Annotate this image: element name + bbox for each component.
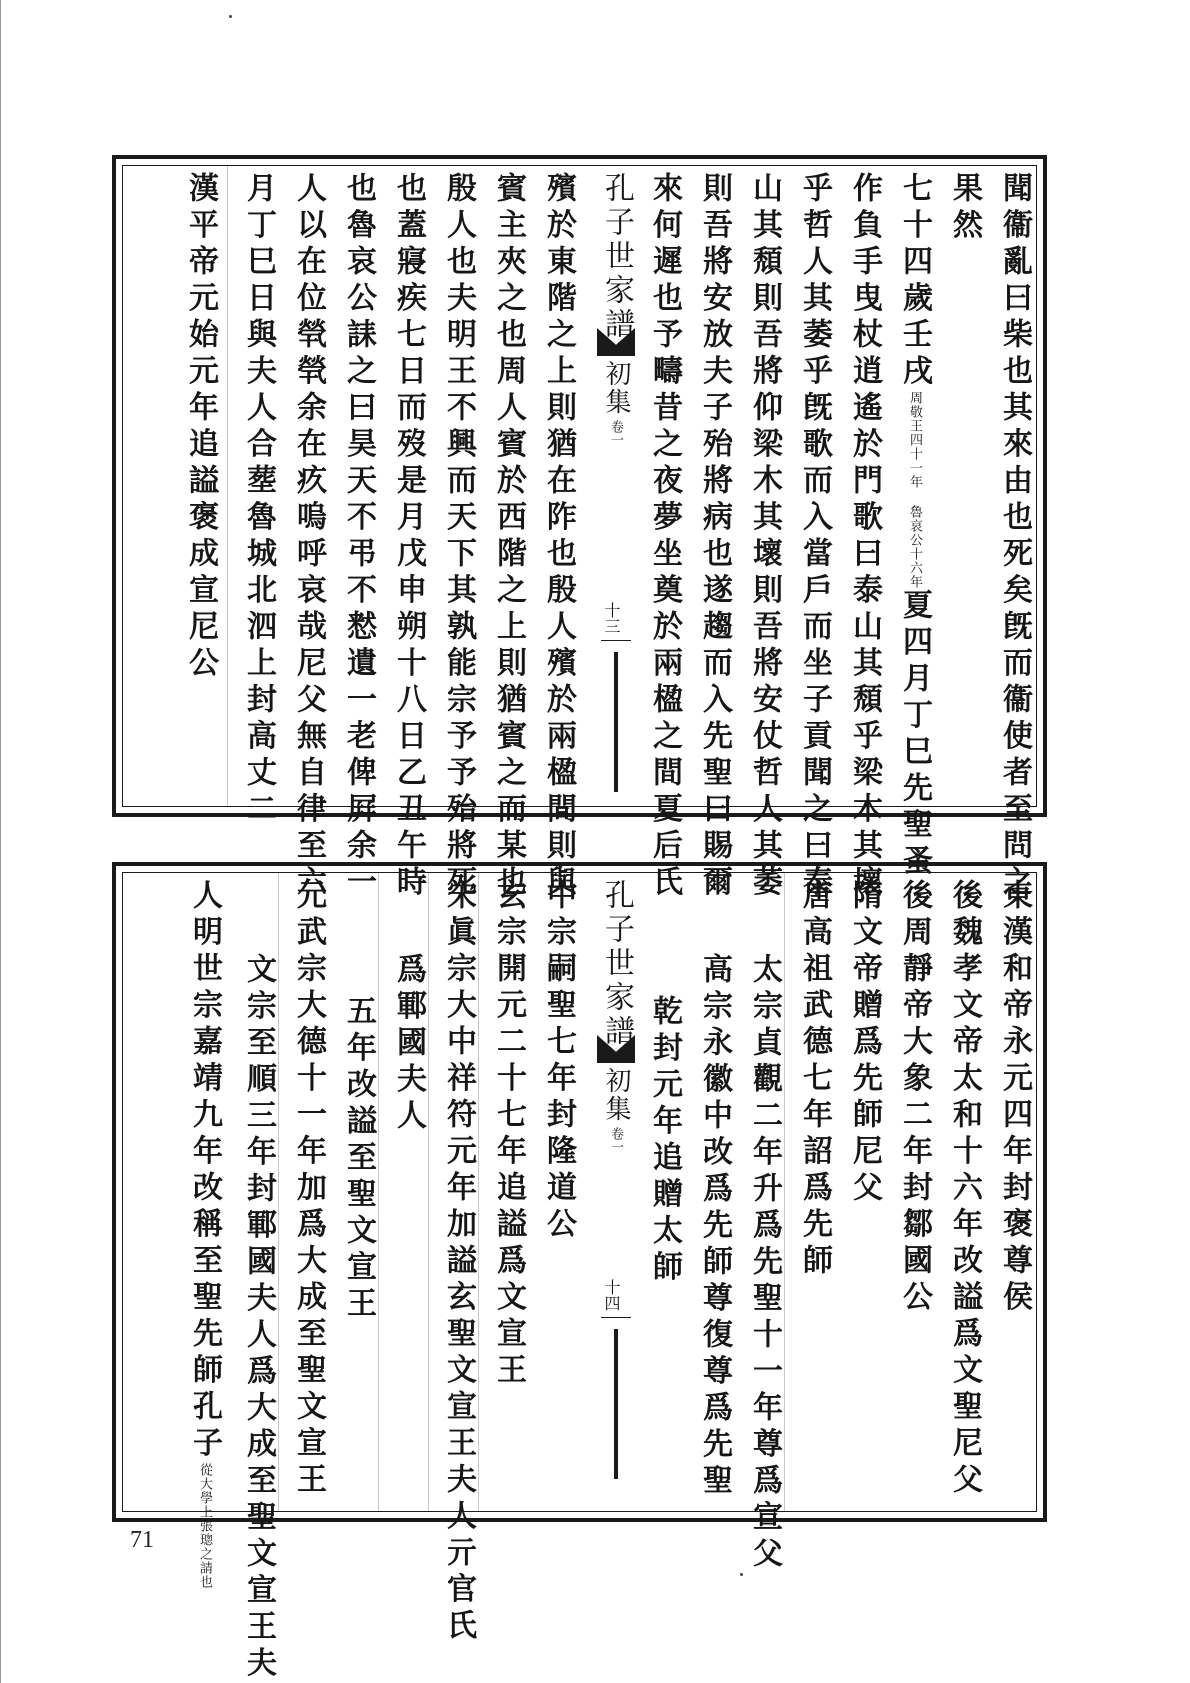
text-column: 殯於東階之上則猶在阼也殷人殯於兩楹間則與 [541, 172, 576, 902]
fold-bar [614, 652, 618, 792]
center-fold-strip [593, 166, 639, 806]
interlinear-note: 璁之請也 [197, 1533, 212, 1589]
fold-bar [614, 1329, 618, 1479]
text-column: 賓主夾之也周人賓於西階之上則猶賓之而某也 [491, 172, 526, 902]
column-rule [784, 873, 785, 1511]
panel-inner-frame [122, 165, 1037, 902]
volume-label: 卷一 [608, 1127, 623, 1153]
column-rule [428, 873, 429, 1511]
text-column: 後魏孝文帝太和十六年改謚爲文聖尼父 [947, 879, 982, 1500]
text-column: 玄宗開元二十七年追謚爲文宣王 [491, 879, 526, 1390]
text-column: 也魯哀公誄之曰昊天不弔不慭遺一老俾屛余一 [341, 172, 376, 902]
page-panel-top [112, 155, 1047, 902]
volume-label: 卷一 [608, 420, 623, 446]
text-column: 果然 [947, 172, 982, 245]
text-column: 東漢和帝永元四年封褒尊侯 [997, 879, 1032, 1317]
text-column: 中宗嗣聖七年封隆道公 [541, 879, 576, 1244]
text-column: 隋文帝贈爲先師尼父 [847, 879, 882, 1208]
leaf-number: 十四 [602, 1279, 621, 1311]
column-rule [278, 873, 279, 1511]
page-number: 71 [130, 1527, 154, 1553]
column-rule [227, 166, 228, 806]
text-column: 也蓋寢疾七日而歿是月戊申朔十八日乙丑午時 [391, 172, 426, 902]
fold-tick [601, 640, 631, 641]
text-column: 殷人也夫明王不興而天下其孰能宗予予殆將死 [441, 172, 476, 902]
interlinear-note: 周敬王四十一年 魯哀公十六年 [907, 391, 922, 589]
leaf-number: 十三 [602, 602, 621, 634]
text-column: 乾封元年追贈太師 [647, 995, 682, 1287]
text-column: 後周靜帝大象二年封鄒國公 [897, 879, 932, 1317]
text-column: 作負手曳杖逍遙於門歌曰泰山其頹乎梁木其壞 [847, 172, 882, 902]
text-column: 聞衞亂曰柴也其來由也死矣旣而衞使者至問之 [997, 172, 1032, 902]
text-column: 唐高祖武德七年詔爲先師 [797, 879, 832, 1281]
text-column: 漢平帝元始元年追謚褒成宣尼公 [183, 172, 218, 683]
text-column: 元武宗大德十一年加爲大成至聖文宣王 [291, 879, 326, 1500]
text-column: 高宗永徽中改爲先師尊復尊爲先聖 [697, 953, 732, 1501]
text-column: 則吾將安放夫子殆將病也遂趨而入先聖曰賜爾 [697, 172, 732, 902]
edition-label: 初集 [601, 1067, 631, 1123]
column-rule [478, 873, 479, 1511]
fold-tick [601, 1317, 631, 1318]
text-column: 乎哲人其萎乎旣歌而入當戶而坐子貢聞之曰泰 [797, 172, 832, 902]
center-fold-strip [593, 873, 639, 1511]
text-column: 來何遲也予疇昔之夜夢坐奠於兩楹之間夏后氏 [647, 172, 682, 902]
text-column: 文宗至順三年封鄆國夫人爲大成至聖文宣王夫 [241, 953, 276, 1683]
interlinear-note: 從大學上張 [197, 1463, 212, 1533]
scan-speck [229, 15, 232, 18]
text-column: 七十四歲壬戌周敬王四十一年 魯哀公十六年夏四月丁巳先聖蚤 [897, 172, 932, 881]
page-edge [0, 0, 1, 1683]
text-column: 山其頹則吾將仰梁木其壞則吾將安仗哲人其萎 [747, 172, 782, 902]
scan-speck [740, 1573, 743, 1576]
book-title: 孔子世家譜 [599, 172, 634, 342]
text-column: 人以在位煢煢余在疚嗚呼哀哉尼父無自律至六 [291, 172, 326, 902]
text-column: 太宗貞觀二年升爲先聖十一年尊爲宣父 [747, 953, 782, 1574]
book-title: 孔子世家譜 [599, 879, 634, 1049]
text-column: 宋眞宗大中祥符元年加謚玄聖文宣王夫人亓官氏 [441, 879, 476, 1646]
text-column: 月丁巳日與夫人合塟魯城北泗上封高丈二 [241, 172, 276, 829]
text-column: 五年改謚至聖文宣王 [341, 995, 376, 1324]
text-column: 爲鄆國夫人 [391, 953, 426, 1136]
column-rule [378, 873, 379, 1511]
edition-label: 初集 [601, 360, 631, 416]
text-column: 人明世宗嘉靖九年改稱至聖先師孔子從大學上張璁之請也 [187, 879, 222, 1589]
